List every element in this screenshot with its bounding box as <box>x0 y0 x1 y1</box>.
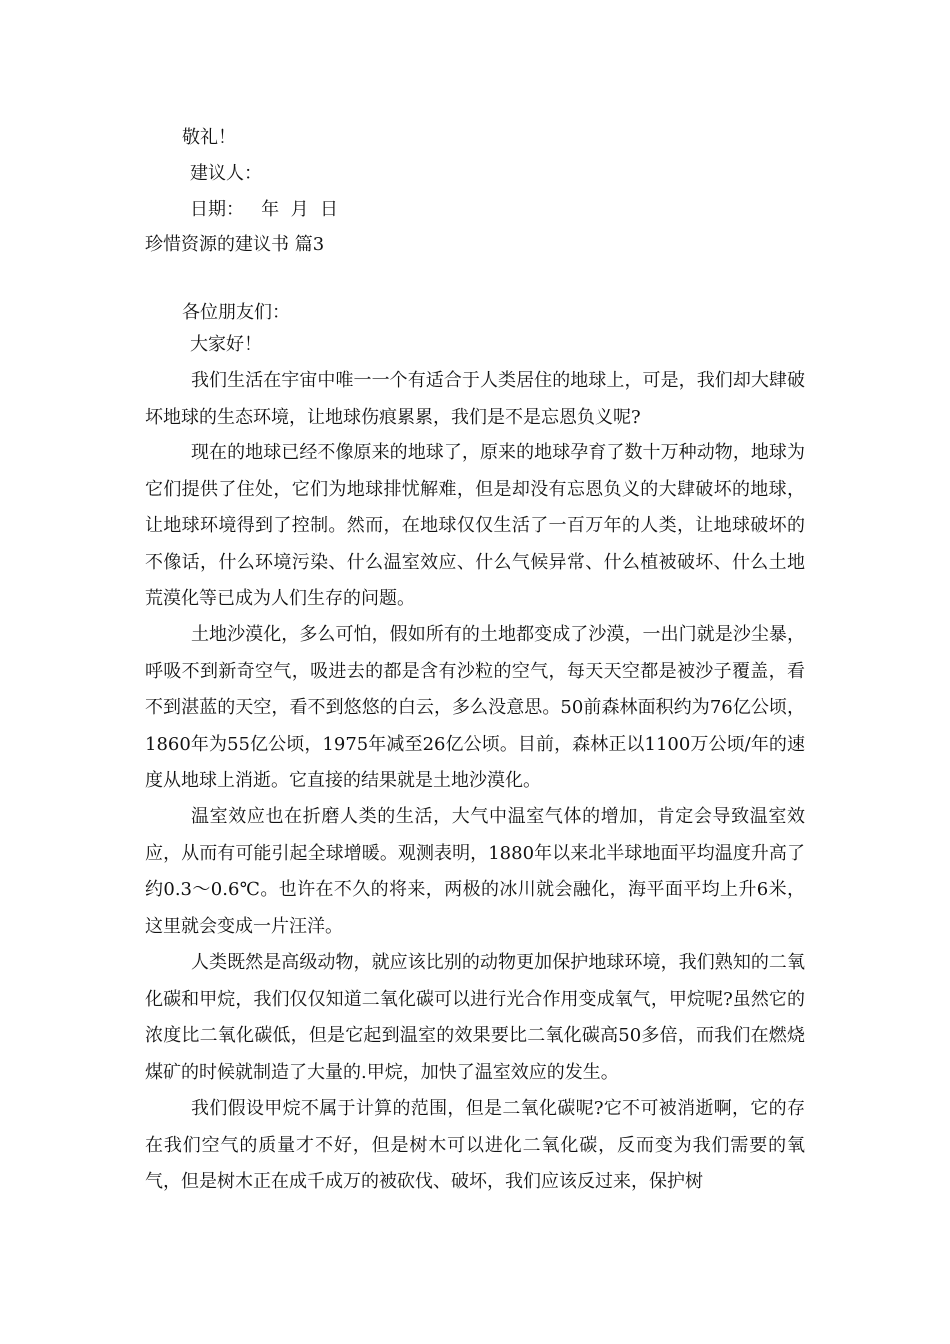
proposer-label: 建议人： <box>190 163 262 184</box>
date-label: 日期： 年 月 日 <box>190 199 339 220</box>
greeting: 各位朋友们： <box>182 302 290 323</box>
section-title: 珍惜资源的建议书 篇3 <box>145 234 325 255</box>
paragraph-3: 土地沙漠化，多么可怕，假如所有的土地都变成了沙漠，一出门就是沙尘暴，呼吸不到新奇空气，吸进去的都是含有沙粒的空气，每天天空都是被沙子覆盖，看不到湛蓝的天空，看不到悠悠的白云，多么没意思。50前森林面积约为76亿公顷，1860年为55亿公顷，1975年减至26亿公顷。目前，森林正以1100万公顷/年的速度从地球上消逝。它直接的结果就是土地沙漠化。 <box>145 624 805 791</box>
paragraph-4: 温室效应也在折磨人类的生活，大气中温室气体的增加，肯定会导致温室效应，从而有可能引起全球增暖。观测表明，1880年以来北半球地面平均温度升高了约0.3～0.6℃。也许在不久的将来，两极的冰川就会融化，海平面平均上升6米，这里就会变成一片汪洋。 <box>145 806 805 937</box>
closing-salute: 敬礼！ <box>182 127 236 148</box>
paragraph-2: 现在的地球已经不像原来的地球了，原来的地球孕育了数十万种动物，地球为它们提供了住处，它们为地球排忧解难，但是却没有忘恩负义的大肆破坏的地球，让地球环境得到了控制。然而，在地球仅仅生活了一百万年的人类，让地球破坏的不像话，什么环境污染、什么温室效应、什么气候异常、什么植被破坏、什么土地荒漠化等已成为人们生存的问题。 <box>145 442 805 609</box>
paragraph-6: 我们假设甲烷不属于计算的范围，但是二氧化碳呢?它不可被消逝啊，它的存在我们空气的质量才不好，但是树木可以进化二氧化碳，反而变为我们需要的氧气，但是树木正在成千成万的被砍伐、破坏，我们应该反过来，保护树 <box>145 1098 805 1192</box>
paragraph-5: 人类既然是高级动物，就应该比别的动物更加保护地球环境，我们熟知的二氧化碳和甲烷，我们仅仅知道二氧化碳可以进行光合作用变成氧气，甲烷呢?虽然它的浓度比二氧化碳低，但是它起到温室的效果要比二氧化碳高50多倍，而我们在燃烧煤矿的时候就制造了大量的.甲烷，加快了温室效应的发生。 <box>145 952 805 1083</box>
hello-line: 大家好！ <box>190 334 262 355</box>
paragraph-1: 我们生活在宇宙中唯一一个有适合于人类居住的地球上，可是，我们却大肆破坏地球的生态环境，让地球伤痕累累，我们是不是忘恩负义呢? <box>145 370 805 428</box>
